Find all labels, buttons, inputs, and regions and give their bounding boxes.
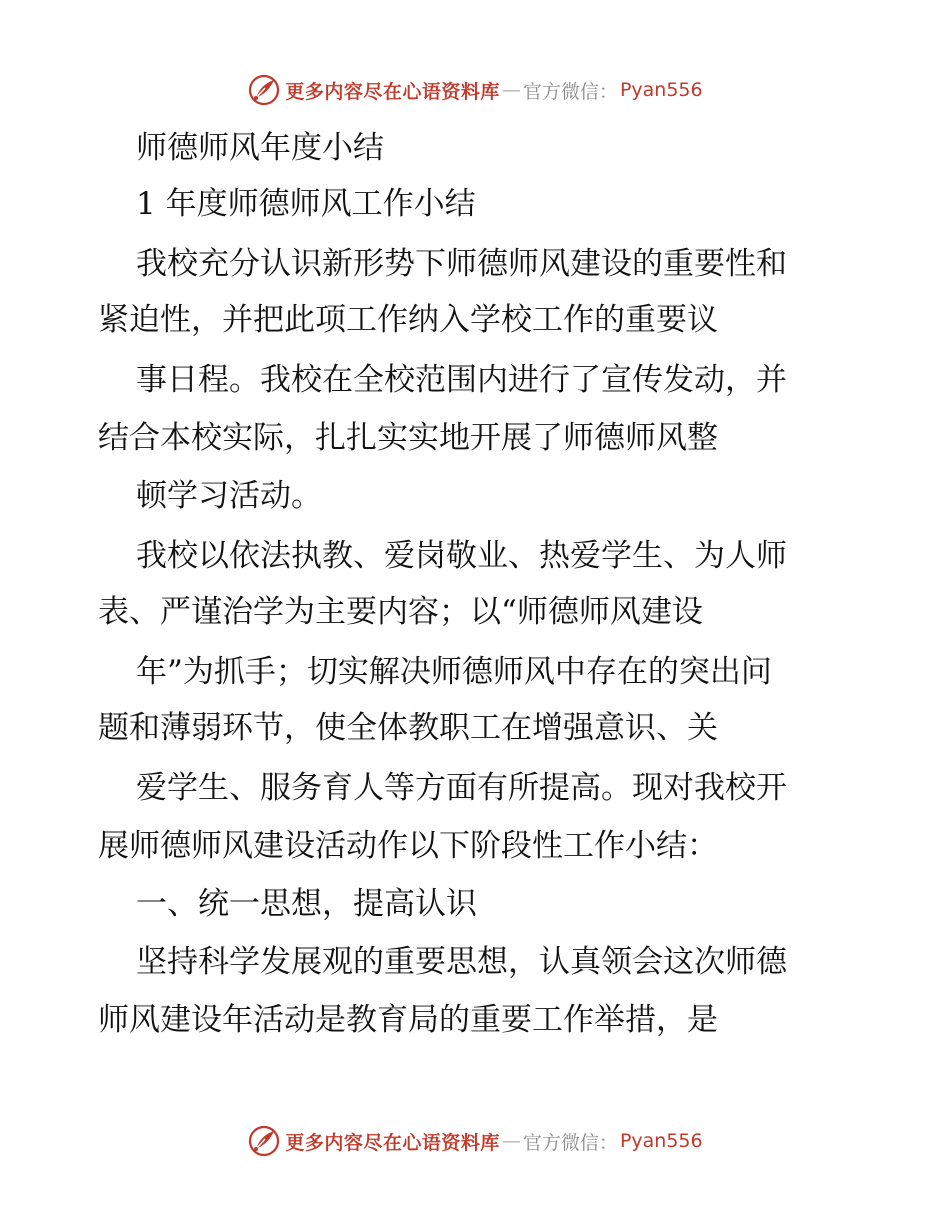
- paragraph-line: 我校以依法执教、爱岗敬业、热爱学生、为人师: [136, 538, 787, 574]
- banner-wechat-label: 官方微信：: [522, 1131, 618, 1154]
- banner-wechat-label: 官方微信：: [522, 80, 618, 103]
- paragraph-line: 坚持科学发展观的重要思想，认真领会这次师德: [136, 944, 787, 980]
- banner-dash: —: [501, 1130, 521, 1152]
- header-banner: [0, 70, 950, 110]
- document-title: 师德师风年度小结: [136, 130, 384, 166]
- paragraph-line: 表、严谨治学为主要内容；以“师德师风建设: [98, 594, 703, 630]
- section-heading: 一、统一思想，提高认识: [136, 886, 477, 922]
- paragraph-line: 题和薄弱环节，使全体教职工在增强意识、关: [98, 710, 718, 746]
- paragraph-line: 展师德师风建设活动作以下阶段性工作小结：: [98, 828, 718, 864]
- banner-dash: —: [501, 79, 521, 101]
- banner-site-text: 更多内容尽在心语资料库: [285, 80, 500, 103]
- paragraph-line: 我校充分认识新形势下师德师风建设的重要性和: [136, 246, 787, 282]
- paragraph-line: 年”为抓手；切实解决师德师风中存在的突出问: [136, 654, 772, 690]
- document-subtitle: 1 年度师德师风工作小结: [136, 186, 476, 222]
- paragraph-line: 爱学生、服务育人等方面有所提高。现对我校开: [136, 770, 787, 806]
- feather-pen-logo-icon: [247, 73, 281, 107]
- feather-pen-logo-icon: [247, 1124, 281, 1158]
- paragraph-line: 顿学习活动。: [136, 478, 322, 514]
- banner-site-text: 更多内容尽在心语资料库: [285, 1131, 500, 1154]
- paragraph-line: 事日程。我校在全校范围内进行了宣传发动，并: [136, 362, 787, 398]
- paragraph-line: 师风建设年活动是教育局的重要工作举措，是: [98, 1002, 718, 1038]
- paragraph-line: 结合本校实际，扎扎实实地开展了师德师风整: [98, 420, 718, 456]
- footer-banner: [0, 1121, 950, 1161]
- banner-wechat-id: Pyan556: [619, 1130, 703, 1152]
- paragraph-line: 紧迫性，并把此项工作纳入学校工作的重要议: [98, 302, 718, 338]
- banner-wechat-id: Pyan556: [619, 79, 703, 101]
